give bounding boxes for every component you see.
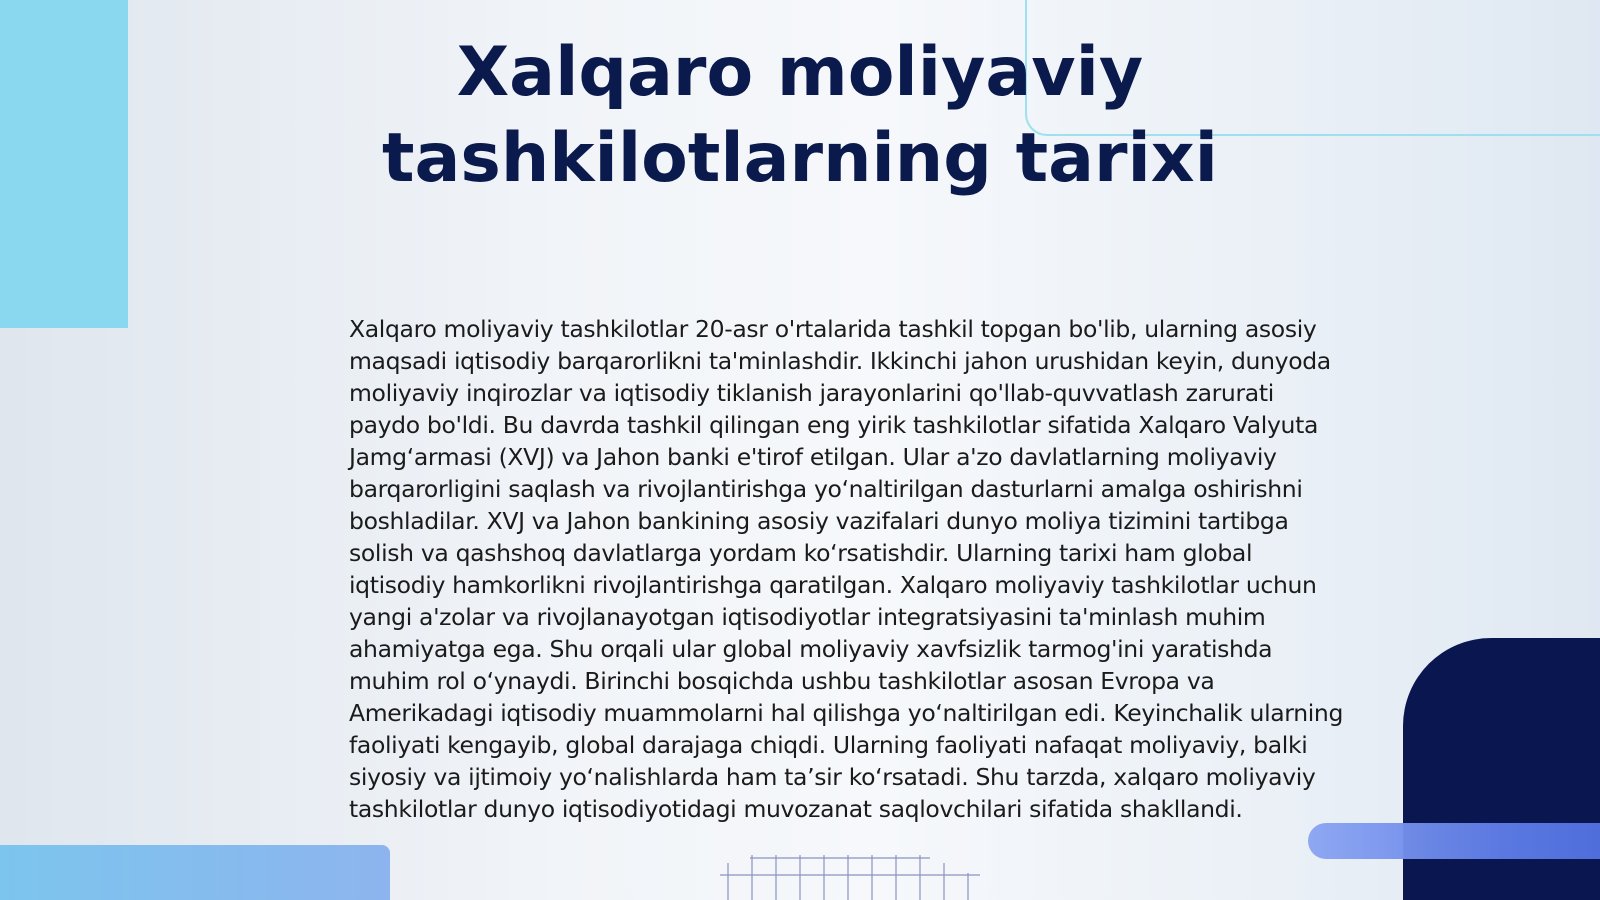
- decorative-cyan-rectangle: [0, 0, 128, 328]
- decorative-grid: [720, 855, 980, 900]
- decorative-navy-shape: [1403, 638, 1600, 900]
- slide-title: Xalqaro moliyaviy tashkilotlarning tarixi: [382, 33, 1218, 198]
- decorative-bottom-left-bar: [0, 845, 390, 900]
- decorative-blue-pill: [1308, 823, 1600, 859]
- slide-body-text: Xalqaro moliyaviy tashkilotlar 20-asr o'rtalarida tashkil topgan bo'lib, ularning asosiy maqsadi iqtisodiy barqarorlikni ta'minlashdir. Ikkinchi jahon urushidan keyin, dunyoda moliyaviy inqirozlar va iqtisodiy tiklanish jarayonlarini qo'llab-quvvatlash zarurati paydo bo'ldi. Bu davrda tashkil qilingan eng yirik tashkilotlar sifatida Xalqaro Valyuta Jamg‘armasi (XVJ) va Jahon banki e'tirof etilgan. Ular a'zo davlatlarning moliyaviy barqarorligini saqlash va rivojlantirishga yo‘naltirilgan dasturlarni amalga oshirishni boshladilar. XVJ va Jahon bankining asosiy vazifalari dunyo moliya tizimini tartibga solish va qashshoq davlatlarga yordam ko‘rsatishdir. Ularning tarixi ham global iqtisodiy hamkorlikni rivojlantirishga qaratilgan. Xalqaro moliyaviy tashkilotlar uchun yangi a'zolar va rivojlanayotgan iqtisodiyotlar integratsiyasini ta'minlash muhim ahamiyatga ega. Shu orqali ular global moliyaviy xavfsizlik tarmog'ini yaratishda muhim rol o‘ynaydi. Birinchi bosqichda ushbu tashkilotlar asosan Evropa va Amerikadagi iqtisodiy muammolarni hal qilishga yo‘naltirilgan edi. Keyinchalik ularning faoliyati kengayib, global darajaga chiqdi. Ularning faoliyati nafaqat moliyaviy, balki siyosiy va ijtimoiy yo‘nalishlarda ham ta’sir ko‘rsatadi. Shu tarzda, xalqaro moliyaviy tashkilotlar dunyo iqtisodiyotidagi muvozanat saqlovchilari sifatida shakllandi.: [349, 315, 1344, 823]
